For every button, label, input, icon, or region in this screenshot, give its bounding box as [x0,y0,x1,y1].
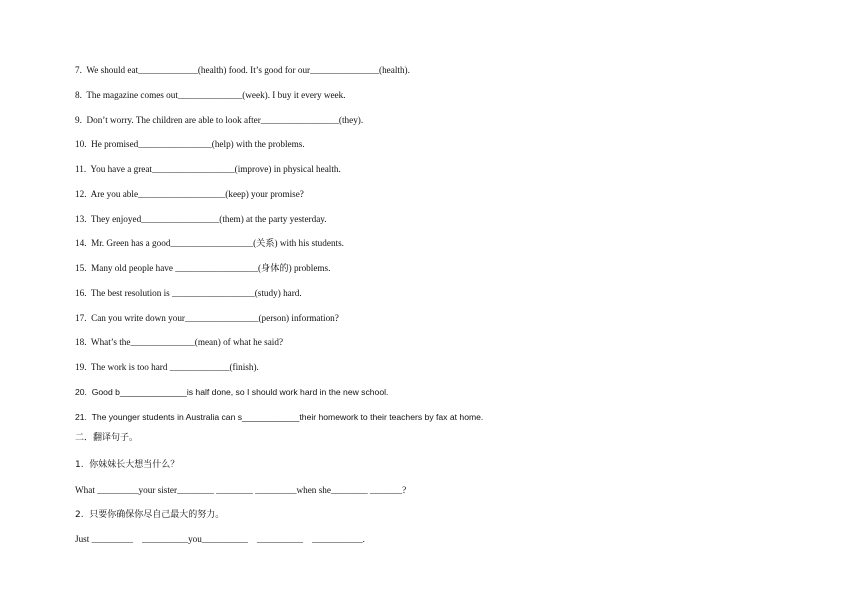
exercise-item-18: 18. What’s the______________(mean) of what he said? [75,337,284,347]
exercise-item-12: 12. Are you able___________________(keep) your promise? [75,189,304,199]
exercise-item-14: 14. Mr. Green has a good__________________(关系) with his students. [75,238,344,248]
exercise-item-15: 15. Many old people have __________________(身体的) problems. [75,263,331,273]
translation-prompt-2: 2. 只要你确保你尽自己最大的努力。 [75,510,225,520]
exercise-item-9: 9. Don’t worry. The children are able to look after_________________(they). [75,115,364,125]
translation-answer-2: Just _________ __________you__________ __________ ___________. [75,534,365,544]
exercise-item-20: 20. Good b______________is half done, so I should work hard in the new school. [75,387,389,397]
translation-prompt-1: 1. 你妹妹长大想当什么？ [75,460,180,470]
exercise-item-7: 7. We should eat_____________(health) food. It’s good for our_______________(health). [75,65,410,75]
exercise-item-19: 19. The work is too hard _____________(finish). [75,362,259,372]
exercise-item-13: 13. They enjoyed_________________(them) at the party yesterday. [75,214,327,224]
exercise-item-17: 17. Can you write down your________________(person) information? [75,313,339,323]
exercise-item-8: 8. The magazine comes out______________(week). I buy it every week. [75,90,346,100]
exercise-item-16: 16. The best resolution is __________________(study) hard. [75,288,302,298]
section-title: 二．翻译句子。 [75,433,139,443]
translation-answer-1: What _________your sister________ ________ _________when she________ _______? [75,485,407,495]
exercise-item-21: 21. The younger students in Australia can s____________their homework to their teachers by fax at home. [75,412,484,422]
exercise-item-11: 11. You have a great__________________(improve) in physical health. [75,164,341,174]
exercise-item-10: 10. He promised________________(help) with the problems. [75,139,305,149]
